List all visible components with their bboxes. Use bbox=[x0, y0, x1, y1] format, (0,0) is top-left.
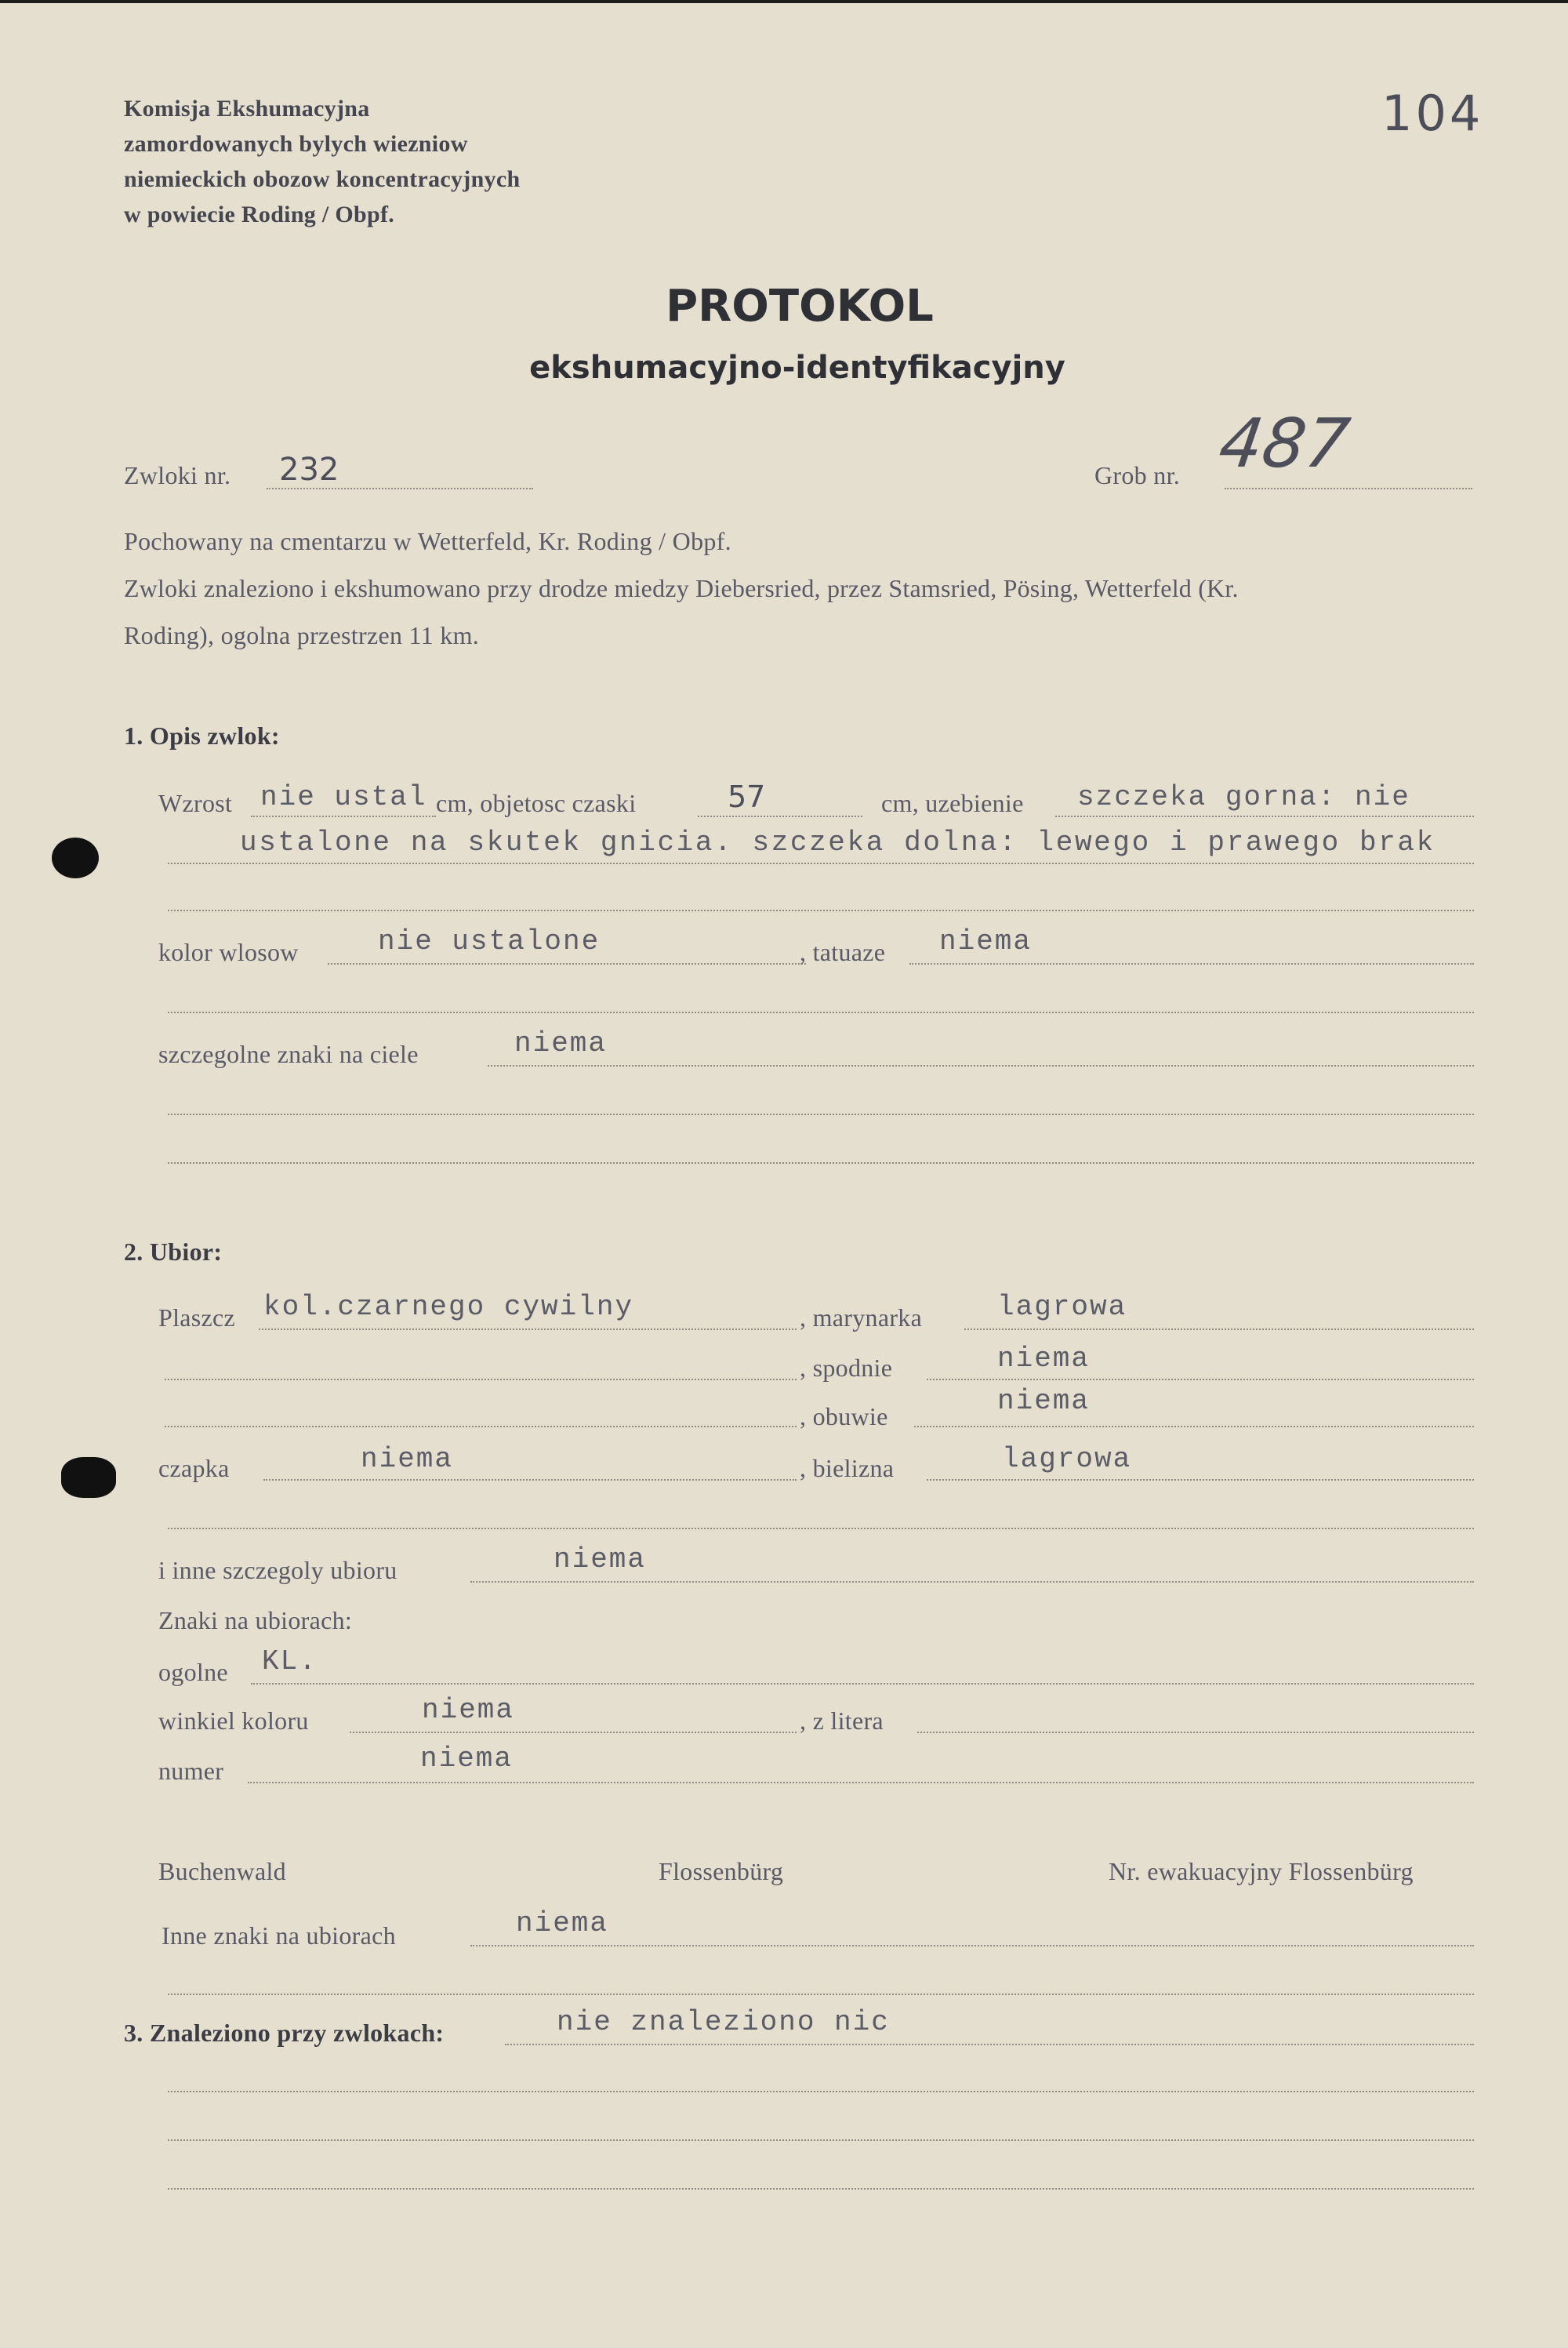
inne-znaki-value: niema bbox=[516, 1907, 609, 1939]
zwloki-value: 232 bbox=[279, 452, 339, 488]
commission-line-1: Komisja Ekshumacyjna bbox=[124, 96, 370, 122]
inne-szczegoly-underline bbox=[470, 1581, 1474, 1583]
tatuaze-value: niema bbox=[939, 925, 1033, 958]
section2-heading: 2. Ubior: bbox=[124, 1238, 223, 1266]
grob-underline bbox=[1225, 488, 1472, 489]
marynarka-label: , marynarka bbox=[800, 1303, 923, 1332]
ogolne-label: ogolne bbox=[158, 1658, 228, 1686]
numer-value: niema bbox=[420, 1743, 514, 1775]
obuwie-underline bbox=[914, 1426, 1474, 1427]
flossenburg-label: Flossenbürg bbox=[659, 1857, 784, 1885]
section3-underline bbox=[505, 2044, 1474, 2045]
numer-underline bbox=[248, 1782, 1474, 1783]
grob-value: 487 bbox=[1214, 405, 1355, 483]
commission-line-4: w powiecie Roding / Obpf. bbox=[124, 202, 395, 227]
punch-hole-bottom bbox=[61, 1457, 116, 1498]
bielizna-underline bbox=[927, 1479, 1474, 1481]
spodnie-value: niema bbox=[997, 1343, 1091, 1375]
tatuaze-label: , tatuaze bbox=[800, 938, 886, 966]
znaki-value: niema bbox=[514, 1027, 608, 1060]
kolor-value: nie ustalone bbox=[378, 925, 601, 958]
intro-line-1: Pochowany na cmentarzu w Wetterfeld, Kr. Roding / Obpf. bbox=[124, 527, 731, 555]
numer-label: numer bbox=[158, 1757, 224, 1785]
inne-znaki-label: Inne znaki na ubiorach bbox=[162, 1921, 396, 1950]
winkiel-underline bbox=[350, 1732, 797, 1733]
section3-heading: 3. Znaleziono przy zwlokach: bbox=[124, 2019, 445, 2047]
marynarka-underline bbox=[964, 1328, 1474, 1330]
uzebienie-line2-value: ustalone na skutek gnicia. szczeka dolna: lewego i prawego brak bbox=[240, 827, 1436, 859]
inne-szczegoly-label: i inne szczegoly ubioru bbox=[158, 1556, 397, 1584]
wzrost-value: nie ustal bbox=[260, 781, 427, 813]
cm-objetosc-label: cm, objetosc czaski bbox=[436, 789, 637, 817]
kolor-underline bbox=[328, 963, 806, 965]
uzebienie-line2-underline bbox=[168, 863, 1474, 864]
commission-line-2: zamordowanych bylych wiezniow bbox=[124, 131, 468, 157]
section3-blank-line-1 bbox=[168, 2091, 1474, 2092]
znaki-underline bbox=[488, 1065, 1474, 1067]
ubior-blank-line-2 bbox=[165, 1426, 797, 1427]
cm-uzebienie-label: cm, uzebienie bbox=[881, 789, 1024, 817]
section1-blank-line-4 bbox=[168, 1162, 1474, 1164]
ubior-blank-line-4 bbox=[168, 1994, 1474, 1995]
commission-line-3: niemieckich obozow koncentracyjnych bbox=[124, 166, 521, 192]
znaki-ubior-label: Znaki na ubiorach: bbox=[158, 1606, 353, 1634]
winkiel-value: niema bbox=[422, 1694, 515, 1726]
winkiel-label: winkiel koloru bbox=[158, 1706, 309, 1735]
ogolne-underline bbox=[251, 1683, 1474, 1685]
bielizna-value: lagrowa bbox=[1002, 1443, 1132, 1475]
czaski-underline bbox=[698, 816, 862, 817]
top-edge bbox=[0, 0, 1568, 3]
uzebienie-value: szczeka gorna: nie bbox=[1077, 781, 1410, 813]
plaszcz-underline bbox=[259, 1328, 797, 1330]
ewakuacyjny-label: Nr. ewakuacyjny Flossenbürg bbox=[1109, 1857, 1414, 1885]
zwloki-underline bbox=[267, 488, 533, 489]
czaski-value: 57 bbox=[728, 780, 766, 814]
buchenwald-label: Buchenwald bbox=[158, 1857, 286, 1885]
litera-label: , z litera bbox=[800, 1706, 884, 1735]
czapka-label: czapka bbox=[158, 1454, 230, 1482]
ogolne-value: KL. bbox=[262, 1645, 318, 1677]
czapka-value: niema bbox=[361, 1443, 454, 1475]
czapka-underline bbox=[263, 1479, 797, 1481]
wzrost-underline bbox=[251, 816, 436, 817]
spodnie-underline bbox=[927, 1379, 1474, 1380]
section3-blank-line-2 bbox=[168, 2139, 1474, 2141]
zwloki-label: Zwloki nr. bbox=[124, 461, 231, 489]
marynarka-value: lagrowa bbox=[997, 1291, 1127, 1323]
inne-szczegoly-value: niema bbox=[554, 1543, 647, 1576]
intro-line-3: Roding), ogolna przestrzen 11 km. bbox=[124, 621, 480, 649]
wzrost-label: Wzrost bbox=[158, 789, 233, 817]
punch-hole-top bbox=[52, 838, 99, 878]
inne-znaki-underline bbox=[470, 1945, 1474, 1946]
kolor-label: kolor wlosow bbox=[158, 938, 299, 966]
document-title: PROTOKOL bbox=[666, 281, 934, 332]
ubior-blank-line-1 bbox=[165, 1379, 797, 1380]
bielizna-label: , bielizna bbox=[800, 1454, 895, 1482]
grob-label: Grob nr. bbox=[1094, 461, 1181, 489]
obuwie-label: , obuwie bbox=[800, 1402, 888, 1430]
section1-blank-line-1 bbox=[168, 910, 1474, 911]
znaki-label: szczegolne znaki na ciele bbox=[158, 1040, 419, 1068]
intro-line-2: Zwloki znaleziono i ekshumowano przy drodze miedzy Diebersried, przez Stamsried, Pösing, Wetterfeld (Kr. bbox=[124, 574, 1239, 602]
section1-blank-line-3 bbox=[168, 1114, 1474, 1115]
uzebienie-underline bbox=[1055, 816, 1474, 817]
page-number: 104 bbox=[1381, 85, 1484, 142]
spodnie-label: , spodnie bbox=[800, 1354, 893, 1382]
ubior-blank-line-3 bbox=[168, 1528, 1474, 1529]
plaszcz-value: kol.czarnego cywilny bbox=[263, 1291, 634, 1323]
section3-blank-line-3 bbox=[168, 2188, 1474, 2190]
document-subtitle: ekshumacyjno-identyfikacyjny bbox=[529, 350, 1065, 386]
tatuaze-underline bbox=[909, 963, 1474, 965]
litera-underline bbox=[917, 1732, 1474, 1733]
section1-heading: 1. Opis zwlok: bbox=[124, 721, 280, 750]
section1-blank-line-2 bbox=[168, 1012, 1474, 1013]
obuwie-value: niema bbox=[997, 1385, 1091, 1417]
section3-value: nie znaleziono nic bbox=[557, 2006, 890, 2038]
plaszcz-label: Plaszcz bbox=[158, 1303, 236, 1332]
